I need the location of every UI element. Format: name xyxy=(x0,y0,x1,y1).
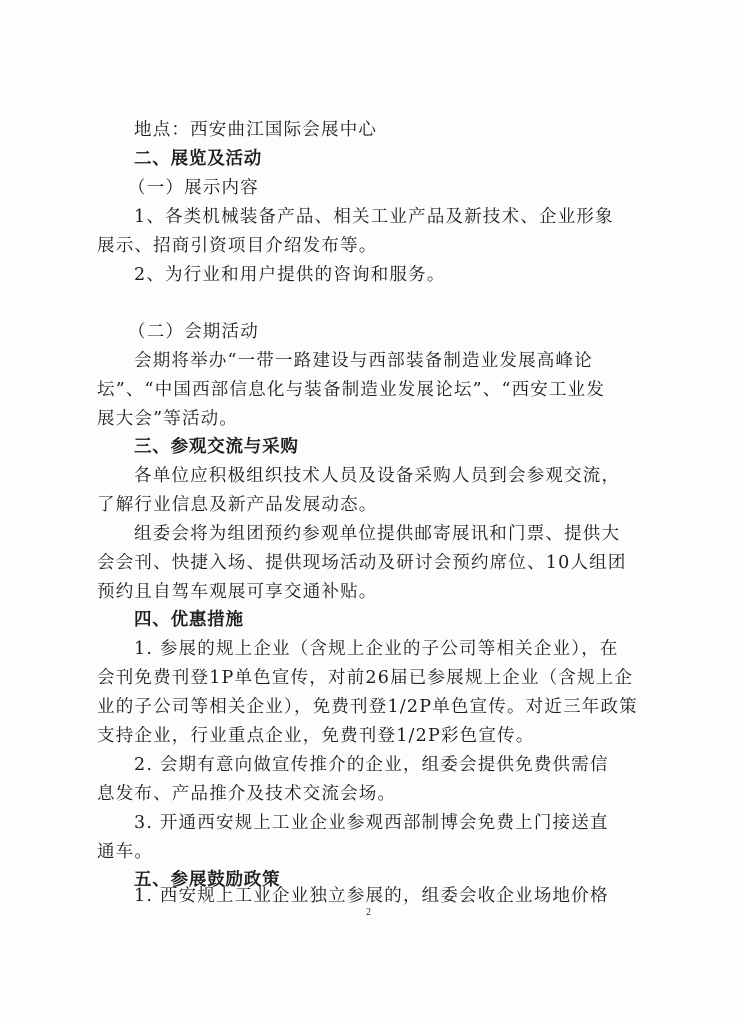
paragraph-line: 组委会将为组团预约参观单位提供邮寄展讯和门票、提供大 xyxy=(134,524,621,544)
section-heading-3: 三、参观交流与采购 xyxy=(134,437,299,457)
paragraph-line: 通车。 xyxy=(97,842,154,862)
paragraph-line: 1、各类机械装备产品、相关工业产品及新技术、企业形象 xyxy=(134,207,614,227)
paragraph-line: 展示、招商引资项目介绍发布等。 xyxy=(97,236,378,256)
section-heading-4: 四、优惠措施 xyxy=(134,610,244,630)
paragraph-line: 2. 会期有意向做宣传推介的企业，组委会提供免费供需信 xyxy=(134,755,609,775)
paragraph-line: 了解行业信息及新产品发展动态。 xyxy=(97,495,378,515)
subsection-heading-display: （一）展示内容 xyxy=(128,178,259,198)
section-heading-2: 二、展览及活动 xyxy=(134,149,263,169)
paragraph-line: 息发布、产品推介及技术交流会场。 xyxy=(97,784,397,804)
paragraph-line: 会期将举办“一带一路建设与西部装备制造业发展高峰论 xyxy=(134,351,593,371)
section-heading-5: 五、参展鼓励政策 xyxy=(134,870,281,890)
paragraph-line: 1. 参展的规上企业（含规上企业的子公司等相关企业），在 xyxy=(134,639,619,659)
venue-line: 地点：西安曲江国际会展中心 xyxy=(134,120,378,140)
paragraph-line: 1. 西安规上工业企业独立参展的，组委会收企业场地价格 xyxy=(134,886,609,906)
paragraph-line: 业的子公司等相关企业），免费刊登1/2P单色宣传。对近三年政策 xyxy=(97,697,638,717)
paragraph-line: 预约且自驾车观展可享交通补贴。 xyxy=(97,582,378,602)
paragraph-line: 支持企业，行业重点企业，免费刊登1/2P彩色宣传。 xyxy=(97,726,535,746)
paragraph-line: 各单位应积极组织技术人员及设备采购人员到会参观交流， xyxy=(134,466,621,486)
paragraph-line: 会刊免费刊登1P单色宣传，对前26届已参展规上企业（含规上企 xyxy=(97,668,634,688)
paragraph-line: 展大会”等活动。 xyxy=(97,409,239,429)
page-number: 2 xyxy=(366,907,371,918)
paragraph-line: 3. 开通西安规上工业企业参观西部制博会免费上门接送直 xyxy=(134,813,609,833)
paragraph-line: 2、为行业和用户提供的咨询和服务。 xyxy=(134,265,446,285)
subsection-heading-events: （二）会期活动 xyxy=(128,322,259,342)
paragraph-line: 会会刊、快捷入场、提供现场活动及研讨会预约席位、10人组团 xyxy=(97,553,627,573)
paragraph-line: 坛”、“中国西部信息化与装备制造业发展论坛”、“西安工业发 xyxy=(97,380,606,400)
